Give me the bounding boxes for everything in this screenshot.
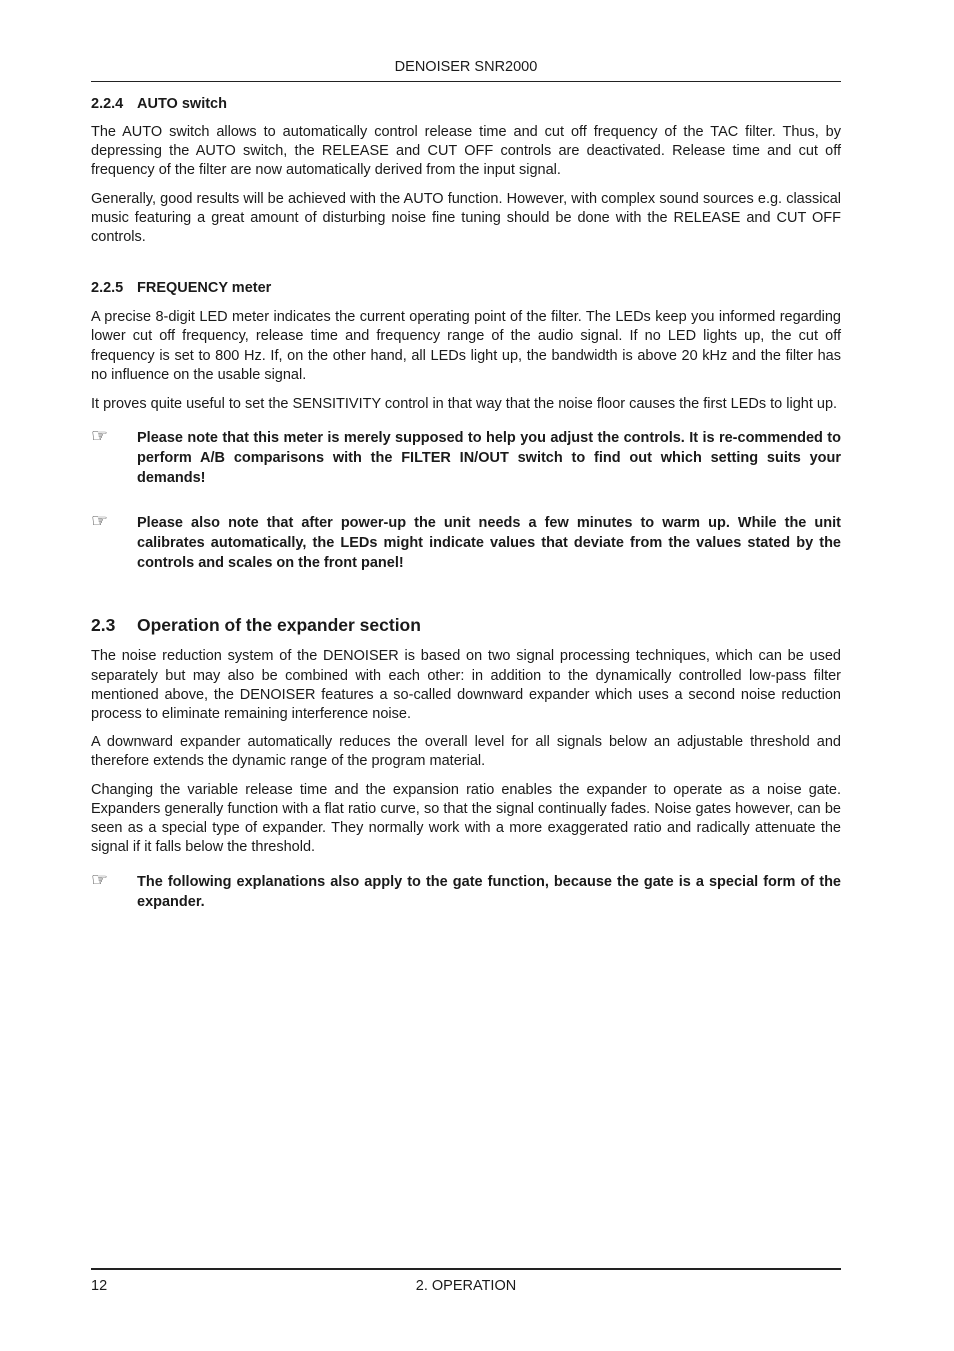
section-title: FREQUENCY meter bbox=[137, 280, 272, 297]
paragraph: The noise reduction system of the DENOISER is based on two signal processing techniques, which can be used separately but may also be combined with each other: in addition to the dynamically controlled low-pass filter mentioned above, the DENOISER features a so-called downward expander which uses a second noise reduction process to eliminate remaining interference noise. bbox=[91, 648, 841, 723]
note-block bbox=[91, 426, 841, 488]
paragraph: Generally, good results will be achieved with the AUTO function. However, with complex sound sources e.g. classical music featuring a great amount of disturbing noise fine tuning should be done with the RELEASE and CUT OFF controls. bbox=[91, 190, 841, 246]
note-text: The following explanations also apply to the gate function, because the gate is a special form of the expander. bbox=[137, 874, 841, 911]
section-2-3-heading bbox=[91, 613, 841, 637]
section-number: 2.2.4 bbox=[91, 96, 124, 112]
section-number: 2.3 bbox=[91, 615, 116, 636]
pointing-hand-icon: ☞ bbox=[91, 426, 109, 448]
footer-rule bbox=[91, 1268, 841, 1270]
section-number: 2.2.5 bbox=[91, 280, 124, 297]
page-content bbox=[91, 94, 841, 913]
paragraph: A precise 8-digit LED meter indicates the current operating point of the filter. The LEDs keep you informed regarding lower cut off frequency, release time and frequency range of the audio signal. If no LED lights up, the cut off frequency is set to 800 Hz. If, on the other hand, all LEDs light up, the bandwidth is above 20 kHz and the filter has no influence on the usable signal. bbox=[91, 309, 841, 383]
document-page bbox=[91, 0, 841, 1351]
header-rule bbox=[91, 81, 841, 82]
pointing-hand-icon: ☞ bbox=[91, 870, 109, 892]
page-number: 12 bbox=[91, 1278, 108, 1294]
section-2-2-5-heading bbox=[91, 278, 841, 298]
note-block bbox=[91, 870, 841, 912]
running-header: DENOISER SNR2000 bbox=[394, 59, 538, 75]
chapter-title: 2. OPERATION bbox=[415, 1278, 517, 1294]
note-block bbox=[91, 511, 841, 573]
paragraph: The AUTO switch allows to automatically control release time and cut off frequency of the TAC filter. Thus, by depressing the AUTO switch, the RELEASE and CUT OFF controls are deactivated. Release time and cut off frequency of the filter are now automatically derived from the input signal. bbox=[91, 124, 841, 179]
section-2-2-4-heading bbox=[91, 94, 841, 114]
section-title: AUTO switch bbox=[137, 96, 227, 112]
paragraph: It proves quite useful to set the SENSITIVITY control in that way that the noise floor causes the first LEDs to light up. bbox=[91, 396, 838, 413]
section-title: Operation of the expander section bbox=[137, 615, 421, 636]
note-text: Please also note that after power-up the unit needs a few minutes to warm up. While the unit calibrates automatically, the LEDs might indicate values that deviate from the values stated by the controls and scales on the front panel! bbox=[137, 515, 841, 571]
paragraph: Changing the variable release time and the expansion ratio enables the expander to operate as a noise gate. Expanders generally function with a flat ratio curve, so that the signal continually fades. Noise gates however, can be seen as a special type of expander. They normally work with a more exaggerated ratio and radically attenuate the signal if it falls below the threshold. bbox=[91, 781, 841, 856]
note-text: Please note that this meter is merely supposed to help you adjust the controls. It is re-commended to perform A/B comparisons with the FILTER IN/OUT switch to find out which setting suits your demands! bbox=[137, 430, 841, 486]
paragraph: A downward expander automatically reduces the overall level for all signals below an adjustable threshold and therefore extends the dynamic range of the program material. bbox=[91, 734, 841, 770]
pointing-hand-icon: ☞ bbox=[91, 511, 109, 533]
